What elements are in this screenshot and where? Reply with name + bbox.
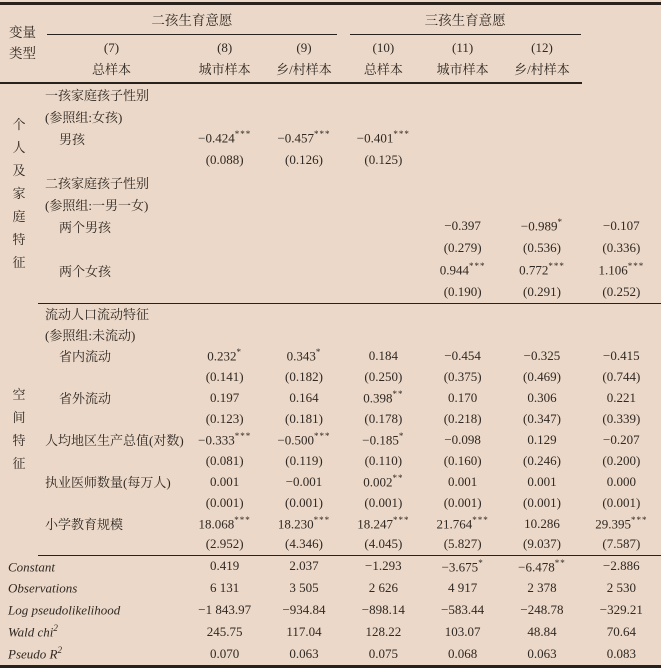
value-cell (185, 171, 264, 193)
table-row (0, 83, 661, 105)
value-cell: −0.397 (444, 218, 481, 233)
value-cell (264, 171, 343, 193)
value-cell (344, 105, 423, 127)
value-cell: (0.141) (205, 368, 244, 384)
value-cell: 21.764*** (436, 514, 489, 532)
col-num-8: (8) (217, 39, 233, 55)
row-label: (参照组:未流动) (45, 328, 136, 343)
value-cell: 0.068 (448, 646, 478, 661)
group-header-second-child (38, 5, 344, 35)
row-label: 男孩 (59, 131, 86, 147)
value-cell (344, 193, 423, 215)
value-cell (264, 215, 343, 237)
value-cell: (4.045) (344, 534, 423, 555)
value-cell: 2 530 (606, 580, 636, 595)
value-cell: 4 917 (448, 580, 478, 595)
value-cell: −583.44 (441, 602, 485, 617)
table-row (0, 534, 661, 555)
value-cell (264, 105, 343, 127)
value-cell: −0.001 (285, 473, 323, 489)
value-cell: (9.037) (502, 534, 581, 555)
value-cell: 0.221 (606, 389, 636, 405)
value-cell: (0.181) (285, 410, 323, 426)
value-cell (582, 171, 661, 193)
value-cell (185, 193, 264, 215)
value-cell (502, 303, 581, 324)
value-cell: −0.098 (444, 431, 481, 447)
value-cell: 128.22 (365, 624, 402, 639)
table-row (0, 105, 661, 127)
value-cell: (0.279) (443, 240, 482, 255)
row-label: (参照组:女孩) (45, 109, 123, 125)
stat-label: Observations (8, 580, 78, 596)
value-cell (344, 237, 423, 259)
row-label (38, 450, 185, 471)
row-label: 小学教育规模 (45, 517, 124, 532)
table-row (0, 324, 661, 345)
value-cell: 0.772*** (519, 261, 565, 278)
table-row (0, 429, 661, 450)
table-row-pseudo-r2 (0, 643, 661, 665)
value-cell: −0.424*** (198, 129, 252, 146)
value-cell: (0.200) (602, 452, 641, 468)
row-label: 两个女孩 (59, 263, 112, 279)
value-cell: (0.536) (523, 240, 561, 255)
table-row (0, 237, 661, 259)
value-cell: (0.744) (602, 368, 641, 384)
value-cell: −1.293 (365, 558, 402, 574)
value-cell: (0.125) (364, 152, 403, 167)
table-row (0, 193, 661, 215)
header-sample-row (0, 58, 661, 83)
value-cell: −0.989* (520, 217, 564, 234)
table-row-observations (0, 577, 661, 599)
regression-table (0, 5, 661, 665)
value-cell (264, 281, 343, 303)
row-label: 两个男孩 (59, 219, 112, 235)
value-cell: 0.070 (210, 646, 240, 661)
value-cell: (0.178) (364, 410, 403, 426)
value-cell: −0.207 (603, 431, 640, 447)
row-label: 执业医师数量(每万人) (45, 475, 171, 490)
value-cell (185, 83, 264, 105)
value-cell: 0.001 (210, 473, 240, 489)
value-cell: 0.232* (207, 346, 243, 364)
value-cell (423, 303, 502, 324)
table-row-wald-chi2 (0, 621, 661, 643)
value-cell: 0.001 (527, 473, 557, 489)
value-cell: (4.346) (264, 534, 343, 555)
value-cell: −0.415 (603, 347, 640, 363)
value-cell: (0.001) (285, 494, 323, 510)
row-label (38, 366, 185, 387)
value-cell (185, 237, 264, 259)
row-label (38, 534, 185, 555)
section-label-text: 个人及家庭特征 (12, 117, 26, 270)
value-cell (423, 324, 502, 345)
value-cell: −0.500*** (277, 430, 331, 448)
value-cell (185, 105, 264, 127)
value-cell (264, 83, 343, 105)
value-cell: 0.063 (527, 646, 557, 661)
value-cell (344, 171, 423, 193)
value-cell (502, 149, 581, 171)
value-cell: 0.398** (363, 388, 404, 406)
value-cell: 18.068*** (198, 514, 251, 532)
col-num-12: (12) (531, 39, 553, 55)
value-cell: (5.827) (423, 534, 502, 555)
value-cell: 29.395*** (595, 514, 648, 532)
row-label: (参照组:一男一女) (45, 197, 149, 213)
col-sample-7: 总样本 (38, 58, 185, 83)
value-cell: (0.375) (443, 368, 482, 384)
value-cell: 117.04 (286, 624, 322, 639)
value-cell (423, 193, 502, 215)
section-label-spatial (0, 303, 38, 555)
value-cell (344, 259, 423, 281)
value-cell (264, 303, 343, 324)
col-num-7: (7) (103, 39, 120, 55)
value-cell (185, 281, 264, 303)
value-cell: −0.325 (523, 347, 561, 363)
variable-type-line2: 类型 (9, 45, 36, 61)
value-cell (502, 324, 581, 345)
value-cell: −329.21 (599, 602, 643, 617)
value-cell: (0.291) (502, 281, 581, 303)
table-row (0, 471, 661, 492)
value-cell (582, 83, 661, 105)
table-row (0, 387, 661, 408)
value-cell: 6 131 (210, 580, 240, 595)
col-num-10: (10) (372, 39, 395, 55)
col-sample-9: 乡/村样本 (264, 58, 343, 83)
value-cell: −934.84 (282, 602, 326, 617)
value-cell: −3.675* (441, 557, 484, 574)
table-row (0, 149, 661, 171)
value-cell: −0.333*** (198, 430, 252, 448)
value-cell (423, 127, 502, 149)
value-cell (344, 281, 423, 303)
value-cell: 0.083 (606, 646, 636, 661)
row-label (38, 492, 185, 513)
value-cell: 0.063 (289, 646, 319, 661)
row-label (38, 149, 185, 171)
value-cell: (0.218) (443, 410, 482, 426)
value-cell: 0.944*** (439, 261, 486, 278)
value-cell (582, 127, 661, 149)
value-cell (185, 215, 264, 237)
table-row (0, 408, 661, 429)
value-cell: (0.001) (523, 494, 561, 510)
value-cell: 2 626 (368, 580, 398, 595)
value-cell (344, 303, 423, 324)
value-cell: 245.75 (206, 624, 243, 639)
value-cell: (0.252) (582, 281, 661, 303)
value-cell: 0.001 (448, 473, 478, 489)
section-label-personal-family (0, 83, 38, 303)
variable-type-header (0, 5, 38, 83)
stat-label: Log pseudolikelihood (8, 602, 121, 618)
variable-type-line1: 变量 (9, 25, 36, 41)
value-cell (582, 324, 661, 345)
value-cell: (0.250) (364, 368, 403, 384)
table-row-log-pseudolikelihood (0, 599, 661, 621)
value-cell: (0.081) (205, 452, 244, 468)
value-cell: (0.110) (364, 452, 403, 468)
stat-label: Constant (8, 558, 55, 574)
value-cell: (0.336) (602, 240, 641, 255)
section-label-text: 空间特征 (12, 387, 26, 471)
value-cell (502, 193, 581, 215)
value-cell: (0.001) (602, 494, 641, 510)
value-cell: −0.107 (603, 218, 640, 233)
value-cell: (0.339) (602, 410, 641, 426)
value-cell: (0.001) (364, 494, 403, 510)
value-cell: 0.197 (210, 389, 240, 405)
row-label (38, 408, 185, 429)
value-cell: 10.286 (524, 515, 560, 531)
row-label: 二孩家庭孩子性别 (45, 175, 150, 191)
col-sample-8: 城市样本 (185, 58, 264, 83)
row-label: 省外流动 (59, 391, 112, 406)
value-cell (185, 259, 264, 281)
value-cell: (0.160) (443, 452, 482, 468)
value-cell: 0.075 (368, 646, 398, 661)
value-cell (423, 149, 502, 171)
value-cell (185, 324, 264, 345)
table-row (0, 259, 661, 281)
row-label: 省内流动 (59, 349, 112, 364)
col-sample-11: 城市样本 (423, 58, 502, 83)
value-cell (582, 149, 661, 171)
value-cell: 0.170 (448, 389, 478, 405)
value-cell: −0.401*** (356, 129, 410, 146)
table-row (0, 171, 661, 193)
col-num-11: (11) (452, 39, 474, 55)
value-cell: 0.000 (606, 473, 636, 489)
value-cell: −1 843.97 (198, 602, 252, 617)
value-cell: (0.182) (285, 368, 323, 384)
value-cell: −248.78 (520, 602, 564, 617)
value-cell (264, 193, 343, 215)
group-header-third-child (344, 5, 582, 35)
row-label: 一孩家庭孩子性别 (45, 88, 150, 103)
value-cell: 0.002** (363, 472, 404, 490)
col-sample-10: 总样本 (344, 58, 423, 83)
value-cell (502, 171, 581, 193)
value-cell: (0.001) (443, 494, 482, 510)
value-cell (423, 83, 502, 105)
value-cell: 0.419 (210, 558, 240, 574)
value-cell (344, 215, 423, 237)
value-cell: (0.119) (285, 452, 323, 468)
value-cell: 18.247*** (357, 514, 410, 532)
value-cell (423, 171, 502, 193)
value-cell: (0.123) (205, 410, 244, 426)
value-cell (502, 83, 581, 105)
value-cell: 18.230*** (277, 514, 331, 532)
table-row (0, 345, 661, 366)
value-cell: (0.469) (523, 368, 561, 384)
table-row (0, 127, 661, 149)
value-cell: 0.164 (289, 389, 319, 405)
value-cell (264, 259, 343, 281)
value-cell: (0.088) (205, 152, 244, 167)
value-cell: (7.587) (582, 534, 661, 555)
value-cell: (0.347) (523, 410, 561, 426)
value-cell (423, 105, 502, 127)
value-cell (344, 83, 423, 105)
group-title-second-child: 二孩生育意愿 (47, 5, 337, 35)
table-row (0, 492, 661, 513)
row-label (38, 281, 185, 303)
value-cell: 0.306 (527, 389, 557, 405)
row-label (38, 237, 185, 259)
value-cell: −0.457*** (277, 129, 331, 146)
table-row-constant (0, 555, 661, 577)
value-cell: −0.185* (362, 430, 405, 448)
value-cell (582, 193, 661, 215)
stat-label: Wald chi$^2$ (8, 623, 58, 640)
row-label: 流动人口流动特征 (45, 307, 150, 323)
value-cell: −6.478** (518, 557, 566, 574)
table-row (0, 215, 661, 237)
value-cell (502, 127, 581, 149)
value-cell: 2 378 (527, 580, 557, 595)
value-cell: 1.106*** (598, 261, 645, 278)
value-cell (264, 237, 343, 259)
value-cell: 0.184 (368, 347, 398, 363)
value-cell: 0.129 (527, 431, 557, 447)
group-title-third-child: 三孩生育意愿 (350, 5, 581, 35)
table-row (0, 513, 661, 534)
page (0, 2, 661, 663)
header-column-number-row (0, 35, 661, 58)
value-cell (502, 105, 581, 127)
value-cell (264, 324, 343, 345)
value-cell: (0.190) (423, 281, 502, 303)
col-num-9: (9) (296, 39, 312, 55)
value-cell (185, 303, 264, 324)
header-group-row (0, 5, 661, 35)
value-cell: −0.454 (444, 347, 481, 363)
value-cell: (0.246) (523, 452, 561, 468)
value-cell: 3 505 (289, 580, 319, 595)
value-cell: (0.126) (285, 152, 323, 167)
row-label: 人均地区生产总值(对数) (45, 433, 184, 448)
value-cell: 2.037 (289, 558, 319, 574)
value-cell: (0.001) (205, 494, 244, 510)
value-cell: 0.343* (286, 346, 322, 364)
value-cell (344, 324, 423, 345)
table-row (0, 303, 661, 324)
value-cell: 48.84 (527, 624, 557, 639)
value-cell: −898.14 (361, 602, 405, 617)
col-sample-12: 乡/村样本 (502, 58, 581, 83)
value-cell (582, 105, 661, 127)
table-row (0, 450, 661, 471)
value-cell (582, 303, 661, 324)
regression-table-frame (0, 2, 661, 668)
value-cell: −2.886 (603, 558, 640, 574)
value-cell: (2.952) (185, 534, 264, 555)
value-cell: 103.07 (444, 624, 481, 639)
value-cell: 70.64 (606, 624, 636, 639)
stat-label: Pseudo $R^2$ (8, 645, 62, 662)
table-row (0, 281, 661, 303)
table-row (0, 366, 661, 387)
